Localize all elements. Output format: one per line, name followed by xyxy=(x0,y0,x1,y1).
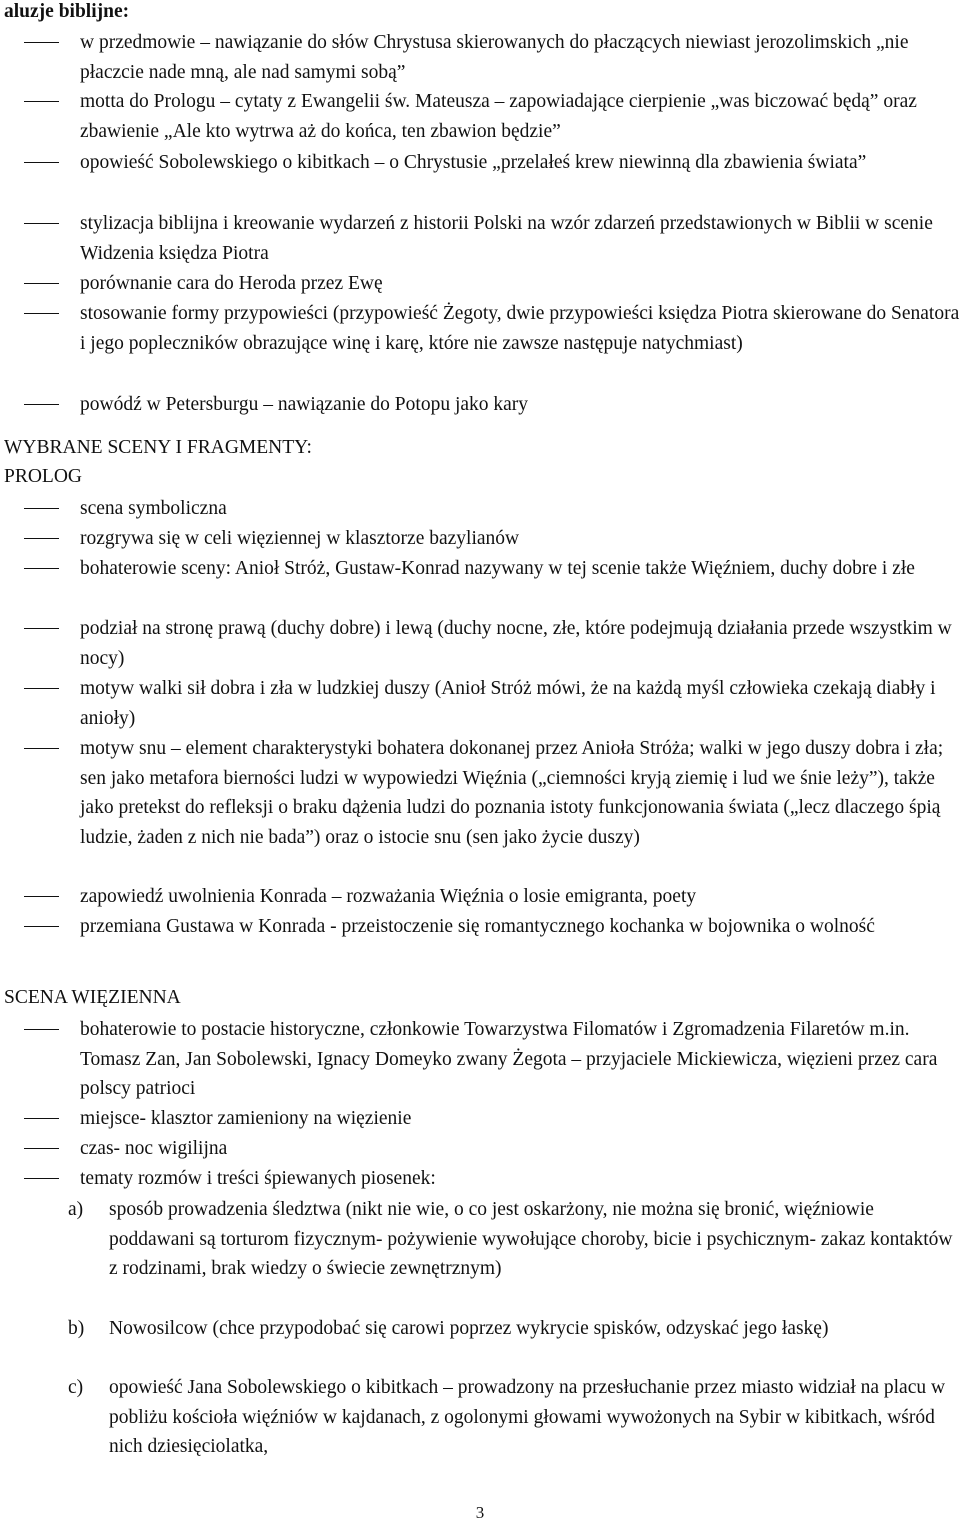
dash-bullet xyxy=(24,628,59,629)
dash-bullet xyxy=(24,1029,59,1030)
scenes-heading xyxy=(4,433,312,463)
list-item xyxy=(0,390,960,420)
dash-bullet xyxy=(24,404,59,405)
list-item xyxy=(0,1134,960,1164)
list-item xyxy=(0,734,960,852)
dash-bullet xyxy=(24,568,59,569)
list-item xyxy=(0,524,960,554)
list-item-text: podział na stronę prawą (duchy dobre) i lewą (duchy nocne, złe, które podejmują działania przede wszystkim w nocy) xyxy=(80,618,952,669)
dash-bullet xyxy=(24,283,59,284)
scena-title: SCENA WIĘZIENNA xyxy=(4,987,181,1008)
list-item xyxy=(0,87,960,146)
dash-bullet xyxy=(24,223,59,224)
prolog-title: PROLOG xyxy=(4,466,83,487)
sub-list-label: b) xyxy=(68,1318,85,1339)
dash-bullet xyxy=(24,1118,59,1119)
list-item-text: tematy rozmów i treści śpiewanych piosenek: xyxy=(80,1168,436,1189)
dash-bullet xyxy=(24,508,59,509)
list-item-text: motta do Prologu – cytaty z Ewangelii św. Mateusza – zapowiadające cierpienie „was biczować będą” oraz zbawienie „Ale kto wytrwa aż do końca, ten zbawion będzie” xyxy=(80,91,917,142)
list-item-text: zapowiedź uwolnienia Konrada – rozważania Więźnia o losie emigranta, poety xyxy=(80,886,697,907)
dash-bullet xyxy=(24,688,59,689)
list-item-text: przemiana Gustawa w Konrada - przeistoczenie się romantycznego kochanka w bojownika o wolność xyxy=(80,916,875,937)
list-item-text: rozgrywa się w celi więziennej w klasztorze bazylianów xyxy=(80,528,520,549)
list-item-text: stylizacja biblijna i kreowanie wydarzeń z historii Polski na wzór zdarzeń przedstawionych w Biblii w scenie Widzenia księdza Piotra xyxy=(80,213,933,264)
list-item xyxy=(0,148,960,178)
list-item xyxy=(0,269,960,299)
list-item xyxy=(0,1104,960,1134)
list-item xyxy=(0,209,960,268)
sub-list-label: c) xyxy=(68,1377,84,1398)
list-item xyxy=(0,1164,960,1194)
sub-list-label: a) xyxy=(68,1199,84,1220)
list-item xyxy=(0,28,960,87)
scenes-heading-text: WYBRANE SCENY I FRAGMENTY: xyxy=(4,437,312,458)
list-item xyxy=(0,554,960,584)
list-item-text: bohaterowie sceny: Anioł Stróż, Gustaw-Konrad nazywany w tej scenie także Więźniem, duchy dobre i złe xyxy=(80,558,915,579)
allusions-heading: aluzje biblijne: xyxy=(4,1,130,22)
list-item-text: miejsce- klasztor zamieniony na więzienie xyxy=(80,1108,412,1129)
dash-bullet xyxy=(24,101,59,102)
list-item xyxy=(0,299,960,358)
sub-list-item xyxy=(0,1373,960,1462)
list-item xyxy=(0,1015,960,1104)
dash-bullet xyxy=(24,896,59,897)
dash-bullet xyxy=(24,42,59,43)
dash-bullet xyxy=(24,1178,59,1179)
list-item-text: w przedmowie – nawiązanie do słów Chrystusa skierowanych do płaczących niewiast jerozolimskich „nie płaczcie nade mną, ale nad samymi sobą” xyxy=(80,32,909,83)
sub-list-text: opowieść Jana Sobolewskiego o kibitkach – prowadzony na przesłuchanie przez miasto widział na placu w pobliżu kościoła więźniów w kajdanach, z ogolonymi głowami wywożonych na Sybir w kibitkach, wśród nich dziesięciolatka, xyxy=(109,1377,946,1457)
list-item-text: bohaterowie to postacie historyczne, członkowie Towarzystwa Filomatów i Zgromadzenia Filaretów m.in. Tomasz Zan, Jan Sobolewski, Ignacy Domeyko zwany Żegota – przyjaciele Mickiewicza, więzieni przez cara polscy patrioci xyxy=(80,1019,938,1099)
sub-list-item xyxy=(0,1195,960,1284)
list-item-text: porównanie cara do Heroda przez Ewę xyxy=(80,273,383,294)
dash-bullet xyxy=(24,538,59,539)
list-item-text: scena symboliczna xyxy=(80,498,227,519)
dash-bullet xyxy=(24,1148,59,1149)
list-item-text: motyw walki sił dobra i zła w ludzkiej duszy (Anioł Stróż mówi, że na każdą myśl człowieka czekają diabły i anioły) xyxy=(80,678,936,729)
list-item-text: motyw snu – element charakterystyki bohatera dokonanej przez Anioła Stróża; walki w jego duszy dobra i zła; sen jako metafora bierności ludzi w wypowiedzi Więźnia („ciemności kryją ziemię i lud we śnie leży”), także jako pretekst do refleksji o braku dążenia ludzi do poznania istoty funkcjonowania świata („lecz dlaczego śpią ludzie, żaden z nich nie bada”) oraz o istocie snu (sen jako życie duszy) xyxy=(80,738,944,848)
list-item-text: stosowanie formy przypowieści (przypowieść Żegoty, dwie przypowieści księdza Piotra skierowane do Senatora i jego popleczników obrazujące winę i karę, które nie zawsze następuje natychmiast) xyxy=(80,303,960,354)
list-item xyxy=(0,614,960,673)
list-item-text: opowieść Sobolewskiego o kibitkach – o Chrystusie „przelałeś krew niewinną dla zbawienia świata” xyxy=(80,152,867,173)
dash-bullet xyxy=(24,162,59,163)
page-number: 3 xyxy=(475,1503,485,1522)
dash-bullet xyxy=(24,748,59,749)
dash-bullet xyxy=(24,926,59,927)
sub-list-item xyxy=(0,1314,960,1344)
list-item xyxy=(0,882,960,912)
list-item xyxy=(0,912,960,942)
list-item-text: powódź w Petersburgu – nawiązanie do Potopu jako kary xyxy=(80,394,529,415)
dash-bullet xyxy=(24,313,59,314)
list-item-text: czas- noc wigilijna xyxy=(80,1138,228,1159)
list-item xyxy=(0,674,960,733)
list-item xyxy=(0,494,960,524)
sub-list-text: sposób prowadzenia śledztwa (nikt nie wie, o co jest oskarżony, nie można się bronić, więźniowie poddawani są torturom fizycznym- pożywienie wywołujące choroby, bicie i psychicznym- zakaz kontaktów z rodzinami, brak wiedzy o świecie zewnętrznym) xyxy=(109,1199,953,1279)
sub-list-text: Nowosilcow (chce przypodobać się carowi poprzez wykrycie spisków, odzyskać jego łaskę) xyxy=(109,1318,829,1339)
